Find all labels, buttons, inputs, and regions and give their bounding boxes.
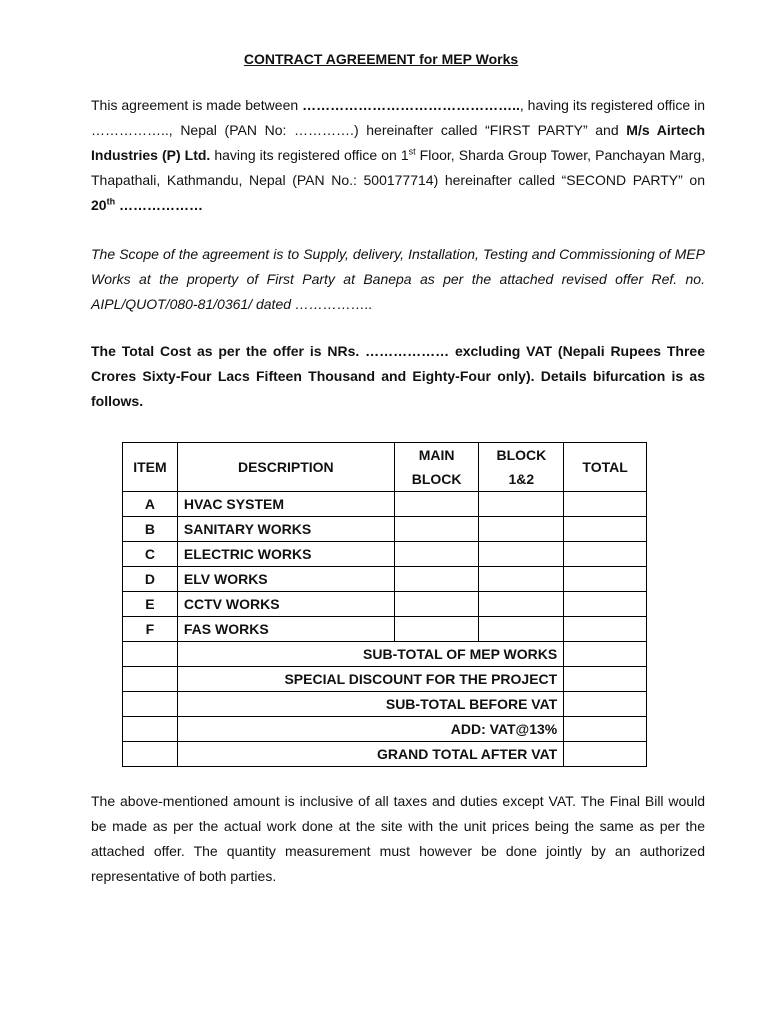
p1-text-c: having its registered office on 1 bbox=[210, 147, 409, 163]
summary-item-cell bbox=[123, 667, 178, 692]
summary-item-cell bbox=[123, 642, 178, 667]
summary-total-cell bbox=[564, 667, 647, 692]
summary-item-cell bbox=[123, 692, 178, 717]
table-header-row bbox=[123, 443, 647, 492]
header-item: ITEM bbox=[123, 443, 178, 492]
row-item: C bbox=[123, 542, 178, 567]
header-main-block bbox=[394, 443, 479, 492]
row-block-cell bbox=[479, 567, 564, 592]
row-description: HVAC SYSTEM bbox=[177, 492, 394, 517]
row-total-cell bbox=[564, 567, 647, 592]
scope-paragraph: The Scope of the agreement is to Supply, delivery, Installation, Testing and Commissioning of MEP Works at the property of First Party at Banepa as per the attached revised offer Ref. no. AIPL/QUOT/080-81/0361/ dated …………….. bbox=[91, 246, 705, 312]
summary-row bbox=[123, 667, 647, 692]
row-total-cell bbox=[564, 542, 647, 567]
p1-sup-st: st bbox=[408, 146, 416, 157]
table-row bbox=[123, 567, 647, 592]
summary-row bbox=[123, 742, 647, 767]
row-total-cell bbox=[564, 517, 647, 542]
summary-total-cell bbox=[564, 717, 647, 742]
header-block-line2: 1&2 bbox=[508, 471, 535, 487]
row-block-cell bbox=[479, 592, 564, 617]
row-block-cell bbox=[479, 542, 564, 567]
table-row bbox=[123, 542, 647, 567]
summary-total-cell bbox=[564, 642, 647, 667]
second-party-name: M/s Airtech Industries (P) Ltd. bbox=[91, 122, 706, 163]
p1-text-d: Floor, Sharda Group Tower, Panchayan Marg, Thapathali, Kathmandu, Nepal (PAN No.: 500177714) hereinafter called “SECOND PARTY” on bbox=[91, 147, 705, 188]
header-description: DESCRIPTION bbox=[177, 443, 394, 492]
summary-label: SPECIAL DISCOUNT FOR THE PROJECT bbox=[177, 667, 563, 692]
row-description: ELV WORKS bbox=[177, 567, 394, 592]
date-sup: th bbox=[106, 196, 116, 207]
row-item: D bbox=[123, 567, 178, 592]
p1-text-b: , having its registered office in …………….., Nepal (PAN No: ………….) hereinafter called “FIRST PARTY” and bbox=[91, 97, 706, 138]
table-row bbox=[123, 492, 647, 517]
row-main-block-cell bbox=[394, 492, 479, 517]
row-main-block-cell bbox=[394, 567, 479, 592]
cost-table bbox=[122, 442, 647, 767]
p1-text-a: This agreement is made between bbox=[91, 97, 303, 113]
parties-paragraph bbox=[91, 93, 705, 218]
table-row bbox=[123, 617, 647, 642]
table-row bbox=[123, 592, 647, 617]
table-row bbox=[123, 517, 647, 542]
date-blank: ……………… bbox=[115, 197, 203, 213]
summary-label: ADD: VAT@13% bbox=[177, 717, 563, 742]
summary-total-cell bbox=[564, 692, 647, 717]
row-item: F bbox=[123, 617, 178, 642]
header-block-line1: BLOCK bbox=[496, 447, 547, 463]
summary-row bbox=[123, 717, 647, 742]
summary-row bbox=[123, 692, 647, 717]
summary-item-cell bbox=[123, 742, 178, 767]
date-prefix: 20 bbox=[91, 197, 107, 213]
row-total-cell bbox=[564, 592, 647, 617]
row-total-cell bbox=[564, 617, 647, 642]
row-main-block-cell bbox=[394, 542, 479, 567]
header-total: TOTAL bbox=[564, 443, 647, 492]
row-block-cell bbox=[479, 617, 564, 642]
summary-label: GRAND TOTAL AFTER VAT bbox=[177, 742, 563, 767]
row-block-cell bbox=[479, 517, 564, 542]
row-description: ELECTRIC WORKS bbox=[177, 542, 394, 567]
row-description: CCTV WORKS bbox=[177, 592, 394, 617]
header-main-block-line2: BLOCK bbox=[411, 471, 462, 487]
header-block-1-2 bbox=[479, 443, 564, 492]
row-block-cell bbox=[479, 492, 564, 517]
summary-row bbox=[123, 642, 647, 667]
row-total-cell bbox=[564, 492, 647, 517]
summary-label: SUB-TOTAL BEFORE VAT bbox=[177, 692, 563, 717]
row-item: E bbox=[123, 592, 178, 617]
row-main-block-cell bbox=[394, 517, 479, 542]
header-main-block-line1: MAIN bbox=[418, 447, 455, 463]
row-item: A bbox=[123, 492, 178, 517]
summary-total-cell bbox=[564, 742, 647, 767]
row-main-block-cell bbox=[394, 617, 479, 642]
row-description: FAS WORKS bbox=[177, 617, 394, 642]
first-party-blank: ……………………………………….. bbox=[302, 97, 520, 113]
row-description: SANITARY WORKS bbox=[177, 517, 394, 542]
row-main-block-cell bbox=[394, 592, 479, 617]
total-cost-paragraph: The Total Cost as per the offer is NRs. ……………… excluding VAT (Nepali Rupees Three Crores Sixty-Four Lacs Fifteen Thousand and Eighty-Four only). Details bifurcation is as follows. bbox=[91, 343, 705, 409]
row-item: B bbox=[123, 517, 178, 542]
terms-paragraph: The above-mentioned amount is inclusive of all taxes and duties except VAT. The Final Bill would be made as per the actual work done at the site with the unit prices being the same as per the attached offer. The quantity measurement must however be done jointly by an authorized representative of both parties. bbox=[91, 793, 705, 884]
summary-item-cell bbox=[123, 717, 178, 742]
document-title: CONTRACT AGREEMENT for MEP Works bbox=[243, 51, 519, 67]
summary-label: SUB-TOTAL OF MEP WORKS bbox=[177, 642, 563, 667]
